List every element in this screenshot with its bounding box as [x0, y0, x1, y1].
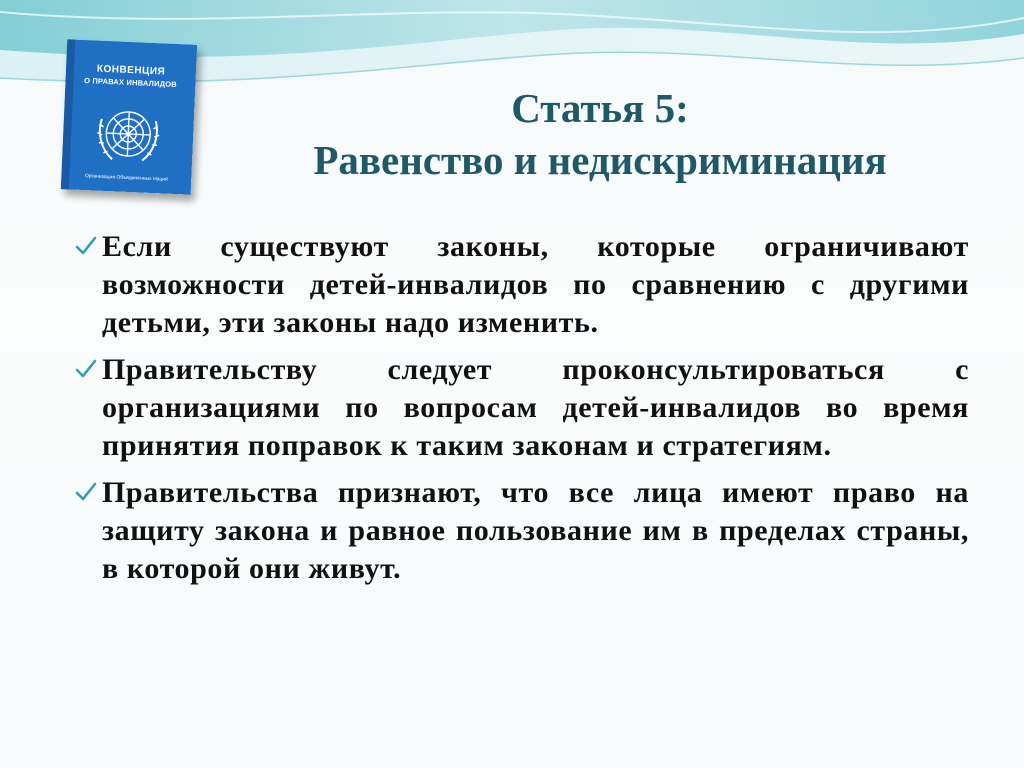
book-title: КОНВЕНЦИЯ	[96, 63, 166, 78]
slide-title-article: Статья 5:	[511, 85, 689, 131]
book-publisher: Организация Объединенных Наций	[84, 173, 168, 183]
bullet-item	[74, 351, 969, 465]
bullet-text: Если существуют законы, которые ограничивают возможности детей-инвалидов по сравнению с другими детьми, эти законы надо изменить.	[102, 230, 969, 339]
checkmark-icon	[74, 357, 98, 381]
bullet-item	[74, 474, 969, 588]
bullet-text: Правительства признают, что все лица имеют право на защиту закона и равное пользование им в пределах страны, в которой они живут.	[102, 476, 969, 585]
slide-title	[220, 82, 980, 186]
book-subtitle: О ПРАВАХ ИНВАЛИДОВ	[83, 76, 178, 90]
slide-title-topic: Равенство и недискриминация	[313, 137, 887, 183]
bullet-text: Правительству следует проконсультироваться с организациями по вопросам детей-инвалидов во время принятия поправок к таким законам и стратегиям.	[102, 353, 969, 462]
bullet-list	[74, 228, 969, 597]
checkmark-icon	[74, 234, 98, 258]
convention-book-cover	[61, 39, 197, 195]
bullet-item	[74, 228, 969, 342]
checkmark-icon	[74, 480, 98, 504]
